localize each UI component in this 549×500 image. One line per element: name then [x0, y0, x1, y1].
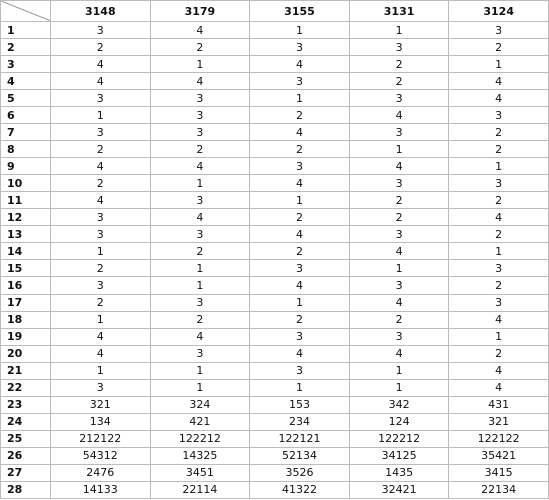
row-label: 15 — [1, 260, 51, 277]
table-row — [1, 39, 549, 56]
table-cell: 2 — [449, 345, 549, 362]
table-cell: 153 — [250, 396, 350, 413]
table-row — [1, 141, 549, 158]
row-label: 24 — [1, 413, 51, 430]
table-row — [1, 192, 549, 209]
table-cell: 2 — [150, 243, 250, 260]
table-cell: 2 — [51, 294, 151, 311]
table-cell: 3 — [150, 226, 250, 243]
table-cell: 1 — [349, 22, 449, 39]
table-row — [1, 56, 549, 73]
table-cell: 32421 — [349, 481, 449, 498]
table-row — [1, 379, 549, 396]
table-cell: 1435 — [349, 464, 449, 481]
row-label: 6 — [1, 107, 51, 124]
row-label: 23 — [1, 396, 51, 413]
table-cell: 3526 — [250, 464, 350, 481]
table-row — [1, 345, 549, 362]
row-label: 10 — [1, 175, 51, 192]
table-cell: 14133 — [51, 481, 151, 498]
table-cell: 2 — [449, 226, 549, 243]
column-header: 3148 — [51, 1, 151, 22]
table-cell: 4 — [150, 158, 250, 175]
table-cell: 3 — [150, 294, 250, 311]
table-cell: 1 — [150, 362, 250, 379]
table-cell: 3 — [51, 277, 151, 294]
table-cell: 2 — [349, 73, 449, 90]
table-cell: 1 — [449, 243, 549, 260]
row-label: 8 — [1, 141, 51, 158]
table-cell: 4 — [51, 328, 151, 345]
table-cell: 1 — [51, 311, 151, 328]
table-row — [1, 481, 549, 498]
row-label: 14 — [1, 243, 51, 260]
row-label: 4 — [1, 73, 51, 90]
table-cell: 34125 — [349, 447, 449, 464]
table-cell: 35421 — [449, 447, 549, 464]
table-cell: 1 — [51, 107, 151, 124]
table-cell: 2 — [150, 39, 250, 56]
table-cell: 3 — [150, 192, 250, 209]
table-row — [1, 260, 549, 277]
table-cell: 1 — [250, 379, 350, 396]
table-cell: 1 — [449, 328, 549, 345]
table-cell: 4 — [449, 73, 549, 90]
table-cell: 2 — [51, 141, 151, 158]
table-cell: 2 — [51, 39, 151, 56]
table-cell: 2 — [449, 192, 549, 209]
table-cell: 3 — [250, 39, 350, 56]
table-row — [1, 243, 549, 260]
table-cell: 124 — [349, 413, 449, 430]
table-cell: 1 — [150, 379, 250, 396]
table-row — [1, 90, 549, 107]
table-row — [1, 294, 549, 311]
table-row — [1, 413, 549, 430]
diagonal-divider — [1, 1, 51, 21]
table-cell: 3 — [51, 226, 151, 243]
table-cell: 1 — [51, 362, 151, 379]
table-cell: 2 — [51, 175, 151, 192]
table-cell: 3 — [250, 328, 350, 345]
table-cell: 4 — [250, 124, 350, 141]
table-cell: 3 — [449, 175, 549, 192]
table-cell: 3 — [349, 39, 449, 56]
row-label: 21 — [1, 362, 51, 379]
table-cell: 3 — [349, 328, 449, 345]
table-row — [1, 124, 549, 141]
table-cell: 4 — [449, 90, 549, 107]
table-cell: 4 — [349, 158, 449, 175]
row-label: 5 — [1, 90, 51, 107]
table-cell: 4 — [150, 209, 250, 226]
table-cell: 3 — [250, 158, 350, 175]
table-cell: 1 — [250, 90, 350, 107]
table-row — [1, 107, 549, 124]
corner-cell — [1, 1, 51, 22]
table-cell: 1 — [349, 260, 449, 277]
row-label: 1 — [1, 22, 51, 39]
row-label: 11 — [1, 192, 51, 209]
table-cell: 4 — [51, 192, 151, 209]
table-cell: 1 — [250, 22, 350, 39]
table-cell: 4 — [150, 73, 250, 90]
row-label: 27 — [1, 464, 51, 481]
table-cell: 3 — [51, 209, 151, 226]
table-cell: 4 — [349, 345, 449, 362]
row-label: 12 — [1, 209, 51, 226]
table-cell: 3 — [449, 260, 549, 277]
table-cell: 2 — [51, 260, 151, 277]
table-cell: 2 — [349, 192, 449, 209]
table-row — [1, 158, 549, 175]
table-cell: 4 — [51, 345, 151, 362]
row-label: 17 — [1, 294, 51, 311]
table-cell: 1 — [250, 294, 350, 311]
column-header: 3179 — [150, 1, 250, 22]
table-cell: 14325 — [150, 447, 250, 464]
table-cell: 1 — [150, 56, 250, 73]
table-row — [1, 277, 549, 294]
table-cell: 2 — [449, 39, 549, 56]
table-cell: 431 — [449, 396, 549, 413]
table-body — [1, 22, 549, 499]
row-label: 18 — [1, 311, 51, 328]
table-cell: 3 — [349, 277, 449, 294]
table-cell: 134 — [51, 413, 151, 430]
row-label: 16 — [1, 277, 51, 294]
table-cell: 2 — [250, 243, 350, 260]
table-cell: 41322 — [250, 481, 350, 498]
table-cell: 4 — [250, 226, 350, 243]
table-cell: 1 — [349, 141, 449, 158]
table-row — [1, 311, 549, 328]
table-cell: 1 — [250, 192, 350, 209]
table-cell: 421 — [150, 413, 250, 430]
table-cell: 3 — [449, 107, 549, 124]
table-cell: 1 — [449, 158, 549, 175]
header-row — [1, 1, 549, 22]
column-header: 3131 — [349, 1, 449, 22]
table-cell: 2476 — [51, 464, 151, 481]
table-cell: 4 — [250, 175, 350, 192]
table-cell: 2 — [250, 209, 350, 226]
table-cell: 4 — [51, 56, 151, 73]
table-cell: 4 — [150, 328, 250, 345]
table-row — [1, 447, 549, 464]
table-cell: 1 — [150, 277, 250, 294]
table-cell: 4 — [449, 209, 549, 226]
row-label: 3 — [1, 56, 51, 73]
table-cell: 3 — [349, 175, 449, 192]
table-row — [1, 73, 549, 90]
table-cell: 3 — [51, 90, 151, 107]
row-label: 20 — [1, 345, 51, 362]
table-cell: 2 — [250, 141, 350, 158]
table-cell: 4 — [51, 73, 151, 90]
table-cell: 2 — [150, 141, 250, 158]
column-header: 3155 — [250, 1, 350, 22]
row-label: 26 — [1, 447, 51, 464]
table-cell: 321 — [449, 413, 549, 430]
row-label: 28 — [1, 481, 51, 498]
table-row — [1, 22, 549, 39]
table-cell: 3 — [150, 124, 250, 141]
table-cell: 4 — [250, 345, 350, 362]
row-label: 19 — [1, 328, 51, 345]
table-cell: 3451 — [150, 464, 250, 481]
table-cell: 2 — [349, 311, 449, 328]
table-cell: 4 — [349, 243, 449, 260]
table-cell: 2 — [250, 107, 350, 124]
table-row — [1, 209, 549, 226]
table-cell: 3 — [250, 260, 350, 277]
table-cell: 212122 — [51, 430, 151, 447]
table-cell: 3 — [150, 107, 250, 124]
table-cell: 22134 — [449, 481, 549, 498]
table-cell: 234 — [250, 413, 350, 430]
table-cell: 4 — [150, 22, 250, 39]
table-row — [1, 464, 549, 481]
table-row — [1, 175, 549, 192]
table-cell: 3415 — [449, 464, 549, 481]
table-cell: 2 — [449, 277, 549, 294]
table-cell: 3 — [51, 124, 151, 141]
table-cell: 4 — [449, 311, 549, 328]
row-label: 25 — [1, 430, 51, 447]
table-cell: 4 — [449, 362, 549, 379]
table-cell: 342 — [349, 396, 449, 413]
table-cell: 3 — [349, 124, 449, 141]
table-cell: 1 — [349, 379, 449, 396]
table-cell: 321 — [51, 396, 151, 413]
table-cell: 2 — [250, 311, 350, 328]
table-cell: 3 — [449, 22, 549, 39]
table-cell: 122121 — [250, 430, 350, 447]
table-cell: 122212 — [150, 430, 250, 447]
table-cell: 324 — [150, 396, 250, 413]
table-cell: 3 — [51, 22, 151, 39]
row-label: 13 — [1, 226, 51, 243]
table-cell: 1 — [150, 175, 250, 192]
row-label: 2 — [1, 39, 51, 56]
table-row — [1, 430, 549, 447]
row-label: 22 — [1, 379, 51, 396]
table-cell: 3 — [250, 362, 350, 379]
table-cell: 3 — [150, 90, 250, 107]
column-header: 3124 — [449, 1, 549, 22]
table-cell: 2 — [449, 141, 549, 158]
table-cell: 122122 — [449, 430, 549, 447]
table-cell: 2 — [349, 209, 449, 226]
table-cell: 4 — [349, 107, 449, 124]
table-cell: 2 — [349, 56, 449, 73]
table-cell: 3 — [449, 294, 549, 311]
table-cell: 1 — [449, 56, 549, 73]
table-cell: 4 — [250, 56, 350, 73]
table-cell: 1 — [349, 362, 449, 379]
table-cell: 1 — [150, 260, 250, 277]
table-cell: 2 — [150, 311, 250, 328]
table-row — [1, 328, 549, 345]
table-cell: 4 — [51, 158, 151, 175]
table-cell: 4 — [349, 294, 449, 311]
table-row — [1, 362, 549, 379]
row-label: 9 — [1, 158, 51, 175]
table-cell: 2 — [449, 124, 549, 141]
table-cell: 4 — [250, 277, 350, 294]
table-row — [1, 396, 549, 413]
table-cell: 22114 — [150, 481, 250, 498]
table-cell: 54312 — [51, 447, 151, 464]
table-cell: 4 — [449, 379, 549, 396]
table-row — [1, 226, 549, 243]
table-cell: 1 — [51, 243, 151, 260]
table-cell: 52134 — [250, 447, 350, 464]
row-label: 7 — [1, 124, 51, 141]
table-cell: 3 — [349, 90, 449, 107]
table-cell: 3 — [250, 73, 350, 90]
table-cell: 3 — [51, 379, 151, 396]
table-cell: 122212 — [349, 430, 449, 447]
table-cell: 3 — [150, 345, 250, 362]
table-cell: 3 — [349, 226, 449, 243]
